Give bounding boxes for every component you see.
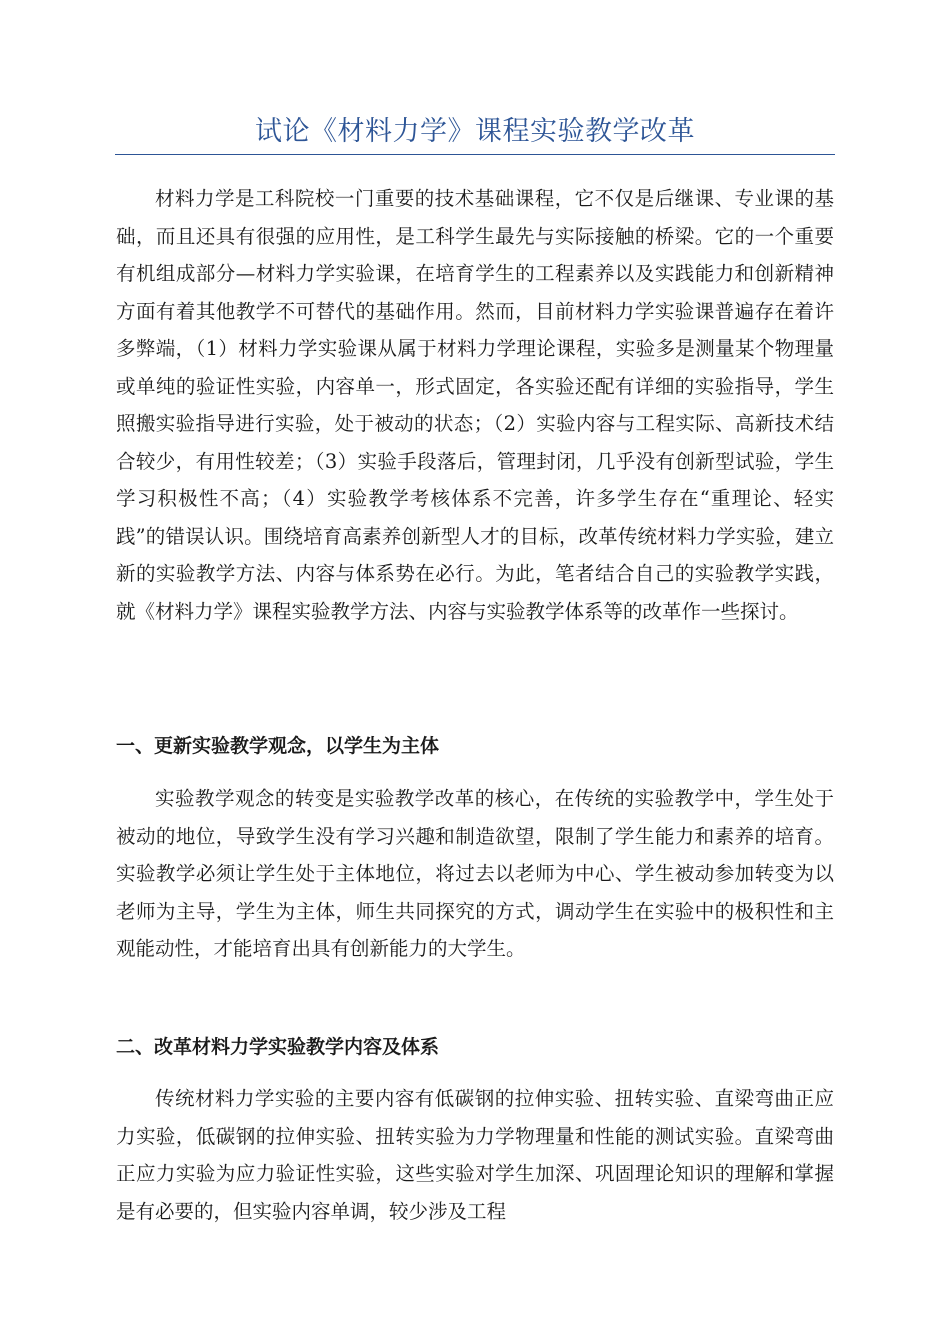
title-underline: [115, 154, 835, 155]
section-2-heading: 二、改革材料力学实验教学内容及体系: [116, 1036, 440, 1058]
section-2-paragraph: 传统材料力学实验的主要内容有低碳钢的拉伸实验、扭转实验、直梁弯曲正应力实验，低碳钢的拉伸实验、扭转实验为力学物理量和性能的测试实验。直梁弯曲正应力实验为应力验证性实验，这些实验对学生加深、巩固理论知识的理解和掌握是有必要的，但实验内容单调，较少涉及工程: [116, 1087, 834, 1223]
section-1-paragraph: 实验教学观念的转变是实验教学改革的核心，在传统的实验教学中，学生处于被动的地位，导致学生没有学习兴趣和制造欲望，限制了学生能力和素养的培育。实验教学必须让学生处于主体地位，将过去以老师为中心、学生被动参加转变为以老师为主导，学生为主体，师生共同探究的方式，调动学生在实验中的极积性和主观能动性，才能培育出具有创新能力的大学生。: [116, 787, 834, 960]
section-1-heading: 一、更新实验教学观念，以学生为主体: [116, 735, 440, 757]
intro-paragraph: 材料力学是工科院校一门重要的技术基础课程，它不仅是后继课、专业课的基础，而且还具有很强的应用性，是工科学生最先与实际接触的桥梁。它的一个重要有机组成部分—材料力学实验课，在培育学生的工程素养以及实践能力和创新精神方面有着其他教学不可替代的基础作用。然而，目前材料力学实验课普遍存在着许多弊端，（1）材料力学实验课从属于材料力学理论课程，实验多是测量某个物理量或单纯的验证性实验，内容单一，形式固定，各实验还配有详细的实验指导，学生照搬实验指导进行实验，处于被动的状态；（2）实验内容与工程实际、高新技术结合较少，有用性较差；（3）实验手段落后，管理封闭，几乎没有创新型试验，学生学习积极性不高；（4）实验教学考核体系不完善，许多学生存在“重理论、轻实践”的错误认识。围绕培育高素养创新型人才的目标，改革传统材料力学实验，建立新的实验教学方法、内容与体系势在必行。为此，笔者结合自己的实验教学实践，就《材料力学》课程实验教学方法、内容与实验教学体系等的改革作一些探讨。: [116, 187, 834, 623]
document-title: 试论《材料力学》课程实验教学改革: [255, 116, 695, 147]
